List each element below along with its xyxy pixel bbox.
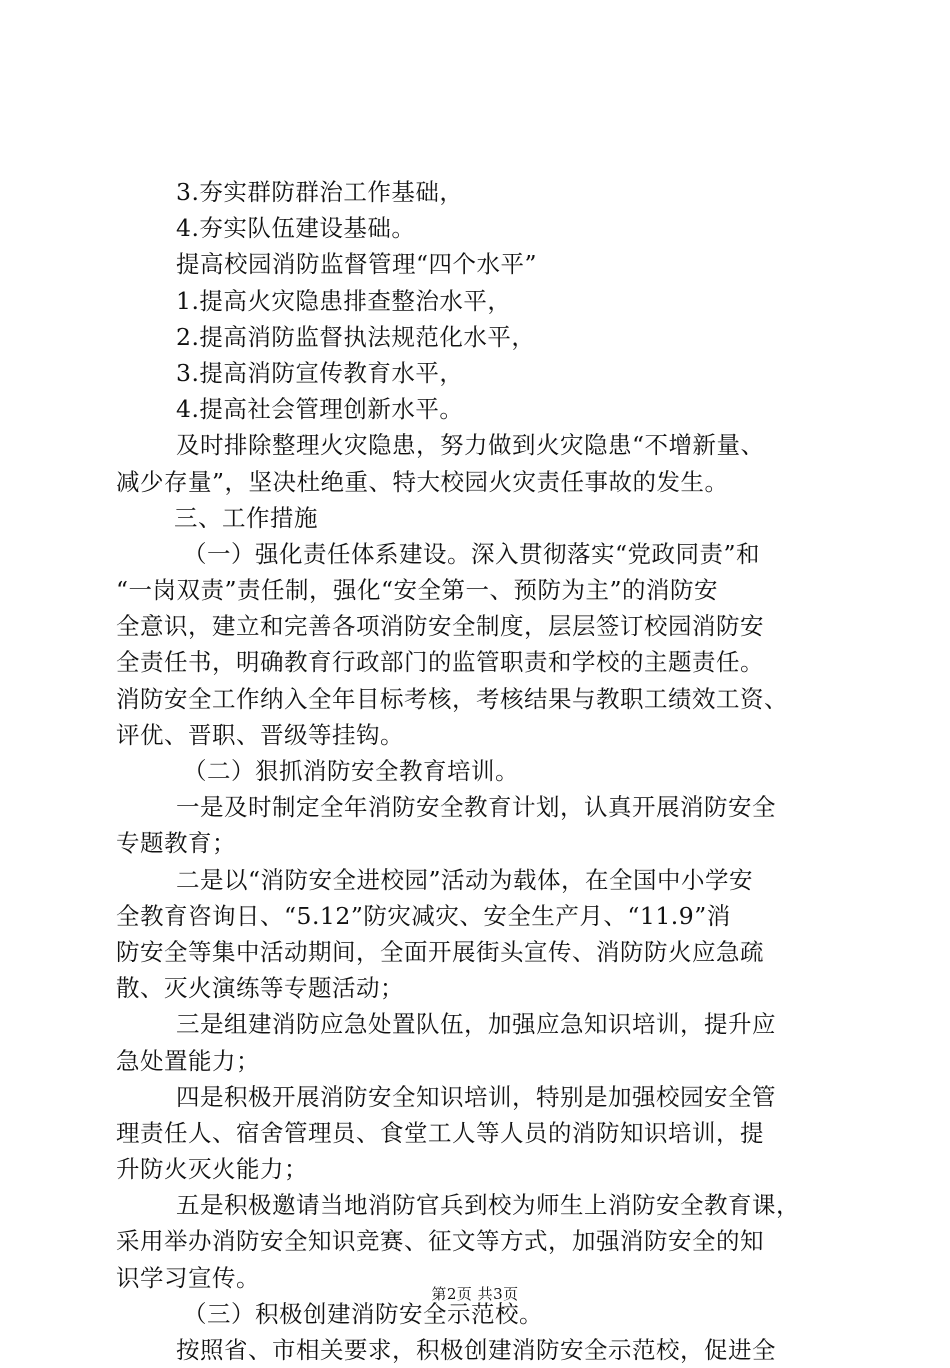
text-line: 2.提高消防监督执法规范化水平， [176,322,536,351]
subsection-heading: （二）狠抓消防安全教育培训。 [183,757,519,785]
text-line: 识学习宣传。 [116,1263,260,1292]
text-line: 3.提高消防宣传教育水平， [176,358,464,387]
text-line: 专题教育； [116,829,236,858]
page-number-label: 第2页 共3页 [431,1285,519,1303]
text-line: 全意识，建立和完善各项消防安全制度，层层签订校园消防安 [116,612,764,641]
text-line: 全责任书，明确教育行政部门的监管职责和学校的主题责任。 [116,648,764,677]
document-body [116,174,836,1368]
text-line: 急处置能力； [116,1046,260,1075]
text-line: 按照省、市相关要求，积极创建消防安全示范校，促进全 [176,1336,776,1364]
text-line: 3.夯实群防群治工作基础， [176,178,464,206]
text-line: 减少存量”，坚决杜绝重、特大校园火灾责任事故的发生。 [116,467,729,496]
text-line: 理责任人、宿舍管理员、食堂工人等人员的消防知识培训，提 [116,1118,764,1147]
section-heading: 三、工作措施 [174,503,318,532]
text-line: “一岗双责”责任制，强化“安全第一、预防为主”的消防安 [116,576,719,605]
text-line: 三是组建消防应急处置队伍，加强应急知识培训，提升应 [176,1010,776,1039]
text-line: 防安全等集中活动期间，全面开展街头宣传、消防防火应急疏 [116,937,764,966]
text-line: 4.提高社会管理创新水平。 [176,395,464,424]
page-footer [0,1284,950,1304]
text-line: 全教育咨询日、“5.12”防灾减灾、安全生产月、“11.9”消 [116,901,731,930]
text-line: 二是以“消防安全进校园”活动为载体，在全国中小学安 [176,865,754,894]
text-line: 1.提高火灾隐患排查整治水平， [176,286,512,315]
text-line: 消防安全工作纳入全年目标考核，考核结果与教职工绩效工资、 [116,684,788,713]
text-line: 评优、晋职、晋级等挂钩。 [116,720,404,749]
subsection-heading: （三）积极创建消防安全示范校。 [183,1299,543,1328]
subsection-heading: （一）强化责任体系建设。深入贯彻落实“党政同责”和 [183,539,761,568]
text-line: 提高校园消防监督管理“四个水平” [176,250,538,279]
text-line: 散、灭火演练等专题活动； [116,974,404,1003]
text-line: 及时排除整理火灾隐患，努力做到火灾隐患“不增新量、 [176,431,765,460]
text-line: 五是积极邀请当地消防官兵到校为师生上消防安全教育课， [176,1191,800,1220]
text-line: 升防火灭火能力； [116,1155,308,1184]
text-line: 四是积极开展消防安全知识培训，特别是加强校园安全管 [176,1082,776,1111]
text-line: 采用举办消防安全知识竞赛、征文等方式，加强消防安全的知 [116,1227,764,1256]
text-line: 4.夯实队伍建设基础。 [176,214,416,243]
text-line: 一是及时制定全年消防安全教育计划，认真开展消防安全 [176,793,776,822]
